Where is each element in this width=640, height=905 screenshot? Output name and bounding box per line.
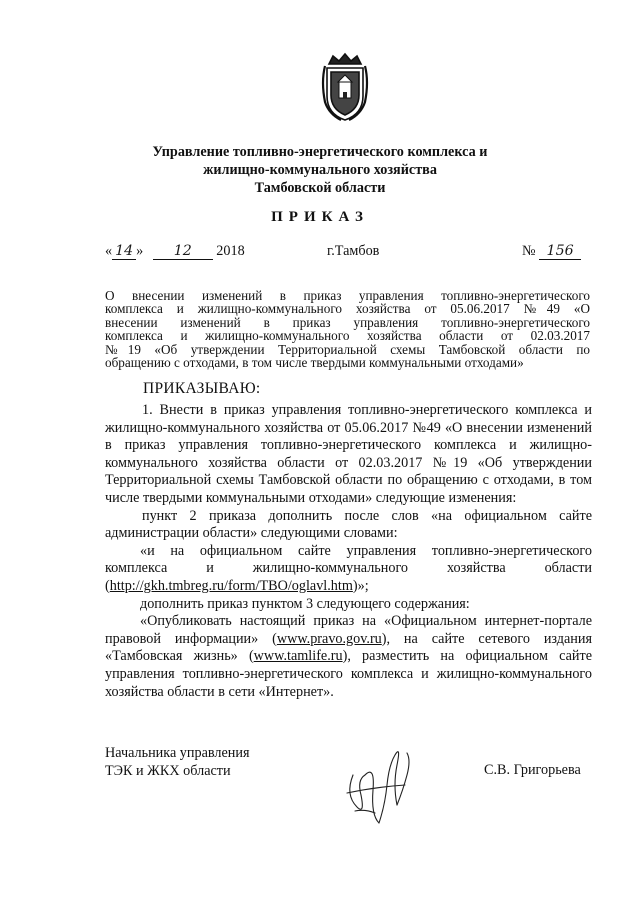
subject-line: комплекса и жилищно-коммунального хозяйства области от 02.03.2017 xyxy=(105,328,590,344)
gkh-site-link[interactable]: http://gkh.tmbreg.ru/form/TBO/oglavl.htm xyxy=(109,577,353,594)
signatory-name: С.В. Григорьева xyxy=(484,762,581,778)
date-close-quote: » xyxy=(136,243,144,259)
order-number xyxy=(522,243,581,260)
body-paragraph-1: 1. Внести в приказ управления топливно-энергетического комплекса и жилищно-коммунального хозяйства от 05.06.2017 №49 «О внесении изменений в приказ управления топливно-энергетического комплекса и жилищно-коммунального хозяйства области от 02.03.2017 №19 «Об утверждении Территориальной схемы Тамбовской области по обращению с отходами, в том числе твердыми коммунальными отходами» следующие изменения: xyxy=(105,402,592,506)
body-paragraph-5 xyxy=(105,613,592,701)
body-paragraph-4: дополнить приказ пунктом 3 следующего содержания: xyxy=(140,595,470,612)
coat-of-arms-emblem xyxy=(319,52,371,122)
orders-heading: ПРИКАЗЫВАЮ: xyxy=(143,380,261,397)
signatory-title-line-2: ТЭК и ЖКХ области xyxy=(105,763,231,779)
date-day: 14 xyxy=(112,243,136,260)
order-subject xyxy=(105,289,590,369)
body-paragraph-2: пункт 2 приказа дополнить после слов «на официальном сайте администрации области» следующими словами: xyxy=(105,507,592,542)
tamlife-link[interactable]: www.tamlife.ru xyxy=(253,648,343,665)
organization-header xyxy=(0,143,640,197)
pravo-link[interactable]: www.pravo.gov.ru xyxy=(276,630,382,647)
date-month: 12 xyxy=(153,243,213,260)
order-title: ПРИКАЗ xyxy=(271,209,369,225)
body-p3-text: «и на официальном сайте управления топливно-энергетического комплекса и жилищно-коммунального хозяйства области ( xyxy=(105,542,592,594)
number-sign: № xyxy=(522,243,536,259)
signatory-title xyxy=(105,744,249,780)
body-p5-b: ), на сайте сетевого издания «Тамбовская жизнь» ( xyxy=(105,630,592,665)
org-line-1: Управление топливно-энергетического комплекса и xyxy=(152,144,488,160)
date-open-quote: « xyxy=(105,243,113,259)
order-city: г.Тамбов xyxy=(327,243,380,259)
subject-line: О внесении изменений в приказ управления топливно-энергетического xyxy=(105,288,590,303)
number-value: 156 xyxy=(539,243,581,260)
subject-line: комплекса и жилищно-коммунального хозяйства от 05.06.2017 №49 «О xyxy=(105,301,590,317)
order-body xyxy=(105,402,592,701)
body-p5-c: ), разместить на официальном сайте управления топливно-энергетического комплекса и жилищно-коммунального хозяйства области в сети «Интернет». xyxy=(105,648,592,700)
date-year: 2018 xyxy=(216,243,245,259)
org-line-2: жилищно-коммунального хозяйства xyxy=(203,162,437,178)
signatory-title-line-1: Начальника управления xyxy=(105,745,250,761)
body-p3-end: )»; xyxy=(352,577,369,594)
body-p5-a: «Опубликовать настоящий приказ на «Официальном интернет-портале правовой информации» ( xyxy=(105,613,592,647)
subject-line: внесении изменений в приказ управления топливно-энергетического xyxy=(105,314,590,330)
org-line-3: Тамбовской области xyxy=(254,180,386,196)
body-paragraph-3 xyxy=(105,543,592,596)
subject-line: №19 «Об утверждении Территориальной схемы Тамбовской области по xyxy=(105,341,590,357)
subject-line: обращению с отходами, в том числе твердыми коммунальными отходами» xyxy=(105,355,524,371)
order-date xyxy=(105,243,245,260)
handwritten-signature xyxy=(335,735,425,830)
